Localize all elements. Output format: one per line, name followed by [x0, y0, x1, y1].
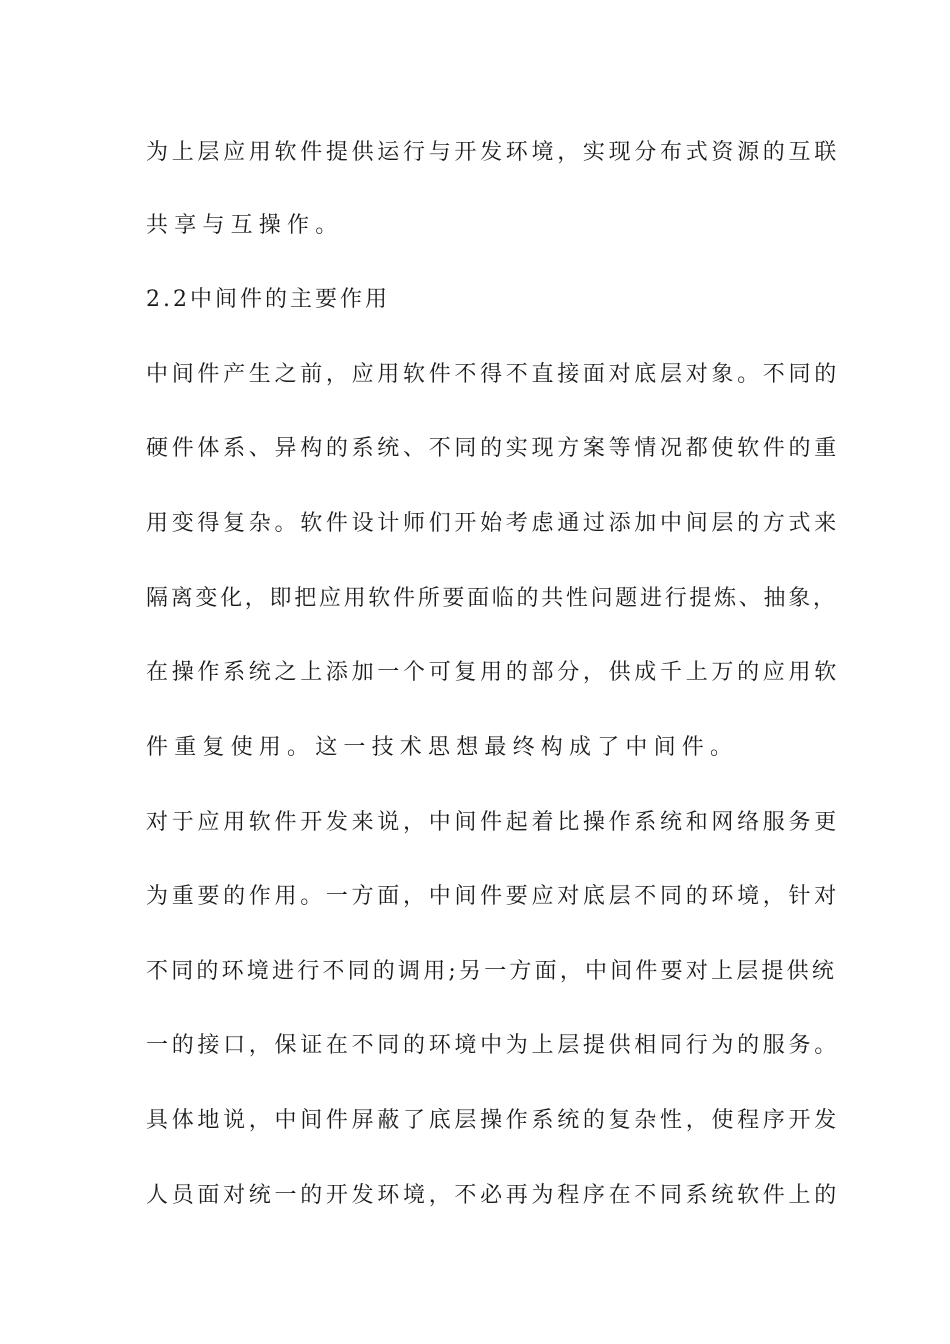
- paragraph-line: 对于应用软件开发来说，中间件起着比操作系统和网络服务更: [146, 810, 840, 835]
- paragraph-line: 在操作系统之上添加一个可复用的部分，供成千上万的应用软: [146, 660, 840, 685]
- paragraph-line: 用变得复杂。软件设计师们开始考虑通过添加中间层的方式来: [146, 511, 840, 536]
- paragraph-line: 不同的环境进行不同的调用;另一方面，中间件要对上层提供统: [146, 959, 838, 984]
- section-heading: 2.2中间件的主要作用: [146, 287, 390, 312]
- paragraph-line: 人员面对统一的开发环境，不必再为程序在不同系统软件上的: [146, 1183, 840, 1208]
- paragraph-line: 隔离变化，即把应用软件所要面临的共性问题进行提炼、抽象，: [146, 586, 838, 611]
- paragraph-line: 为重要的作用。一方面，中间件要应对底层不同的环境，针对: [146, 884, 840, 909]
- paragraph-line: 中间件产生之前，应用软件不得不直接面对底层对象。不同的: [146, 362, 840, 387]
- paragraph-line: 共享与互操作。: [146, 213, 344, 238]
- paragraph-line: 一的接口，保证在不同的环境中为上层提供相同行为的服务。: [146, 1033, 840, 1058]
- paragraph-line: 件重复使用。这一技术思想最终构成了中间件。: [146, 735, 739, 760]
- paragraph-line: 硬件体系、异构的系统、不同的实现方案等情况都使软件的重: [146, 436, 840, 461]
- paragraph-line: 具体地说，中间件屏蔽了底层操作系统的复杂性，使程序开发: [146, 1108, 840, 1133]
- paragraph-line: 为上层应用软件提供运行与开发环境，实现分布式资源的互联: [146, 140, 840, 165]
